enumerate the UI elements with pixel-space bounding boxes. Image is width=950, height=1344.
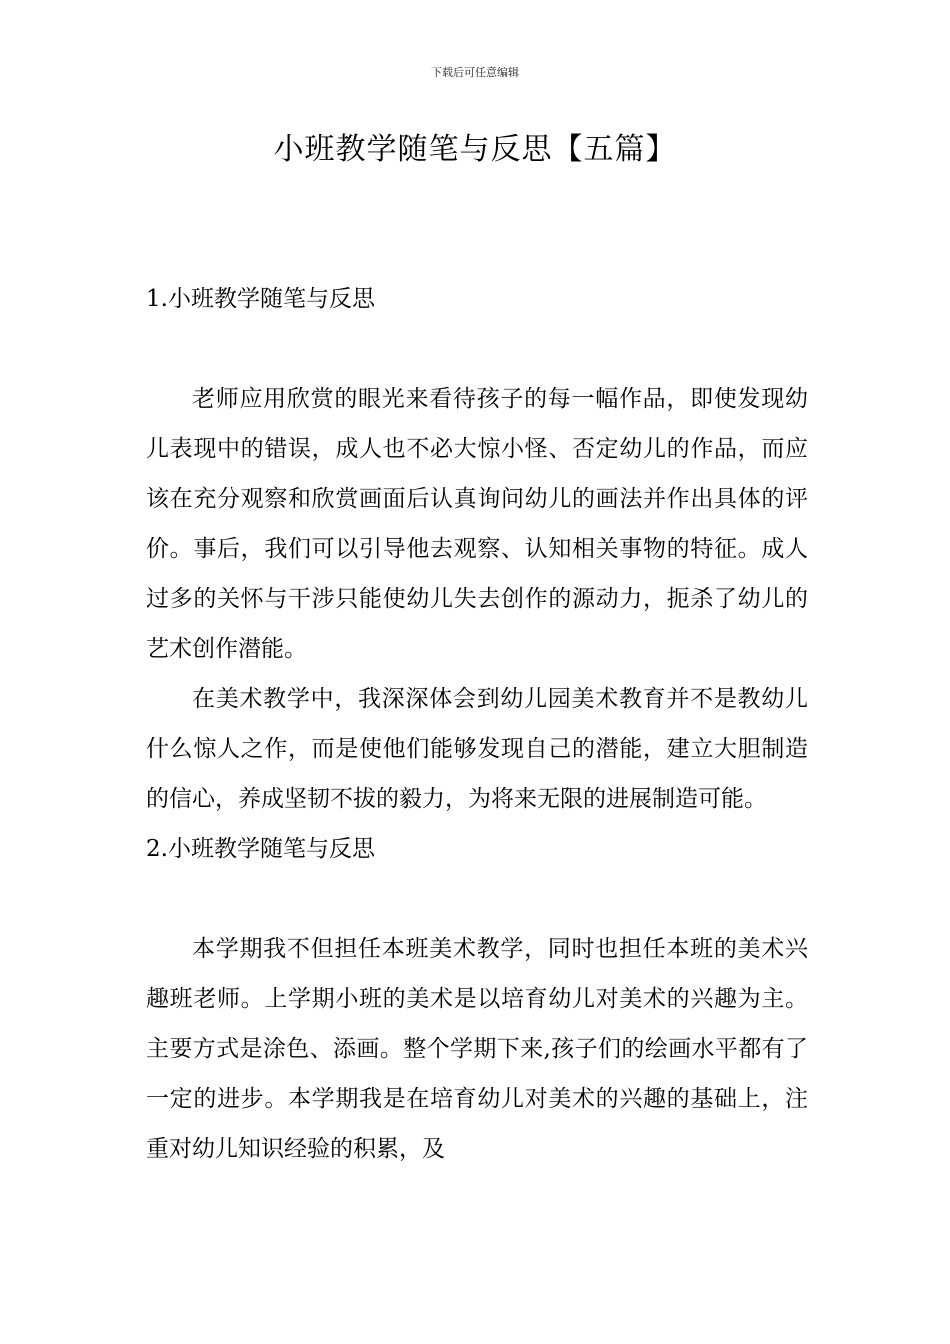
- document-body: [146, 274, 808, 1174]
- paragraph: 在美术教学中，我深深体会到幼儿园美术教育并不是教幼儿什么惊人之作，而是使他们能够发现自己的潜能，建立大胆制造的信心，养成坚韧不拔的毅力，为将来无限的进展制造可能。: [146, 686, 808, 812]
- section-heading-1: 1.小班教学随笔与反思: [146, 286, 375, 312]
- section-heading-2: 2.小班教学随笔与反思: [146, 836, 375, 862]
- spacer: [146, 874, 808, 924]
- header-note: 下载后可任意编辑: [431, 66, 519, 79]
- document-title: 小班教学随笔与反思【五篇】: [273, 132, 677, 167]
- paragraph: 老师应用欣赏的眼光来看待孩子的每一幅作品，即使发现幼儿表现中的错误，成人也不必大惊小怪、否定幼儿的作品，而应该在充分观察和欣赏画面后认真询问幼儿的画法并作出具体的评价。事后，我们可以引导他去观察、认知相关事物的特征。成人过多的关怀与干涉只能使幼儿失去创作的源动力，扼杀了幼儿的艺术创作潜能。: [146, 386, 808, 662]
- spacer: [146, 324, 808, 374]
- paragraph: 本学期我不但担任本班美术教学，同时也担任本班的美术兴趣班老师。上学期小班的美术是以培育幼儿对美术的兴趣为主。主要方式是涂色、添画。整个学期下来,孩子们的绘画水平都有了一定的进步。本学期我是在培育幼儿对美术的兴趣的基础上，注重对幼儿知识经验的积累，及: [146, 936, 808, 1162]
